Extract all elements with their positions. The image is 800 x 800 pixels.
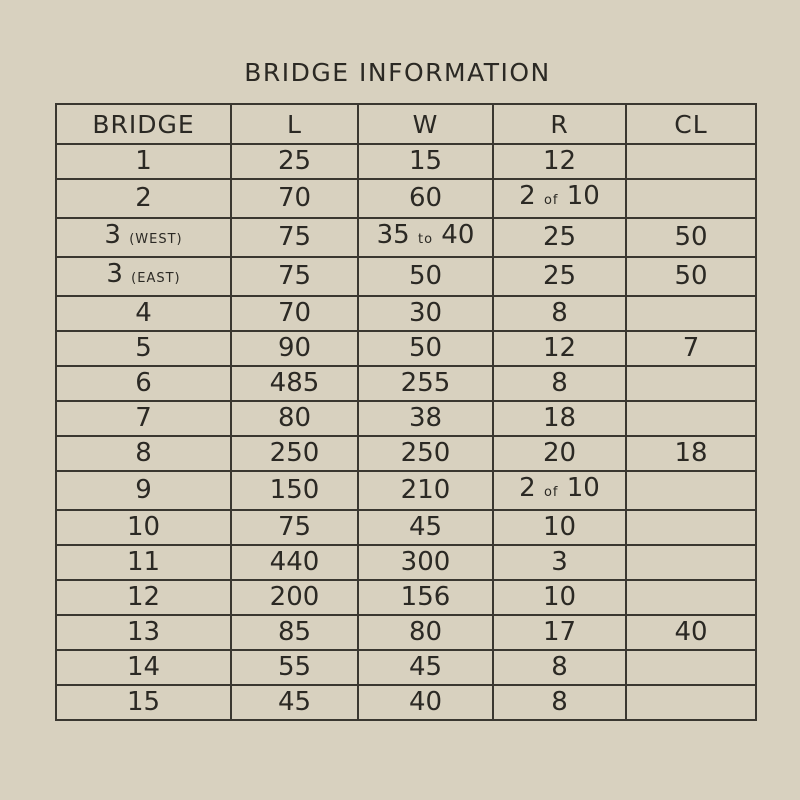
cell-l: 200: [231, 580, 358, 615]
cell-bridge: [56, 471, 231, 510]
cell-r: 2 of 10: [493, 179, 626, 218]
cell-w: 50: [358, 257, 493, 296]
bridge-number: 2: [135, 183, 152, 213]
cell-bridge: [56, 257, 231, 296]
cell-w: 40: [358, 685, 493, 720]
cell-bridge: [56, 366, 231, 401]
cell-w: 80: [358, 615, 493, 650]
cell-bridge: [56, 510, 231, 545]
cell-bridge: [56, 296, 231, 331]
table-row: [56, 366, 756, 401]
cell-cl: [626, 685, 756, 720]
cell-r: 12: [493, 144, 626, 179]
header-row: [56, 104, 756, 144]
cell-w: 250: [358, 436, 493, 471]
bridge-number: 13: [126, 617, 161, 647]
bridge-number: 3: [104, 220, 121, 250]
cell-w: 300: [358, 545, 493, 580]
bridge-number: 12: [126, 582, 161, 612]
cell-w: 30: [358, 296, 493, 331]
cell-l: 55: [231, 650, 358, 685]
cell-l: 70: [231, 179, 358, 218]
bridge-note: (EAST): [131, 271, 181, 286]
cell-bridge: [56, 179, 231, 218]
cell-l: 150: [231, 471, 358, 510]
cell-r: 25: [493, 218, 626, 257]
cell-l: 250: [231, 436, 358, 471]
cell-r: 12: [493, 331, 626, 366]
header-cl: CL: [626, 104, 756, 144]
cell-cl: [626, 144, 756, 179]
cell-l: 70: [231, 296, 358, 331]
bridge-number: 8: [135, 438, 152, 468]
table-row: [56, 545, 756, 580]
cell-r: 8: [493, 296, 626, 331]
table-row: [56, 510, 756, 545]
cell-l: 45: [231, 685, 358, 720]
table-row: [56, 218, 756, 257]
bridge-number: 11: [126, 547, 161, 577]
header-l: L: [231, 104, 358, 144]
cell-l: 25: [231, 144, 358, 179]
bridge-number: 4: [135, 298, 152, 328]
table-row: [56, 685, 756, 720]
cell-bridge: [56, 218, 231, 257]
page-title: BRIDGE INFORMATION: [244, 58, 551, 87]
cell-w: 38: [358, 401, 493, 436]
cell-l: 85: [231, 615, 358, 650]
header-w: W: [358, 104, 493, 144]
cell-r: 17: [493, 615, 626, 650]
cell-w: 45: [358, 510, 493, 545]
cell-l: 80: [231, 401, 358, 436]
table-row: [56, 401, 756, 436]
bridge-note: (WEST): [129, 232, 183, 247]
cell-w: 35 to 40: [358, 218, 493, 257]
bridge-number: 6: [135, 368, 152, 398]
table-row: [56, 436, 756, 471]
table-row: [56, 144, 756, 179]
cell-w: 60: [358, 179, 493, 218]
cell-w: 255: [358, 366, 493, 401]
cell-cl: [626, 401, 756, 436]
cell-cl: 40: [626, 615, 756, 650]
bridge-table: [55, 103, 757, 721]
cell-l: 75: [231, 257, 358, 296]
cell-cl: [626, 510, 756, 545]
cell-cl: [626, 471, 756, 510]
cell-w: 156: [358, 580, 493, 615]
cell-bridge: [56, 545, 231, 580]
cell-cl: 7: [626, 331, 756, 366]
cell-cl: [626, 580, 756, 615]
cell-r: 8: [493, 366, 626, 401]
cell-w: 50: [358, 331, 493, 366]
cell-r: 18: [493, 401, 626, 436]
table-row: [56, 615, 756, 650]
cell-cl: [626, 650, 756, 685]
table-row: [56, 179, 756, 218]
cell-l: 75: [231, 510, 358, 545]
connector-word: of: [543, 193, 559, 208]
cell-l: 440: [231, 545, 358, 580]
table-row: [56, 650, 756, 685]
cell-l: 75: [231, 218, 358, 257]
bridge-number: 14: [126, 652, 161, 682]
cell-w: 210: [358, 471, 493, 510]
cell-cl: 50: [626, 257, 756, 296]
cell-bridge: [56, 685, 231, 720]
cell-cl: [626, 545, 756, 580]
table-row: [56, 296, 756, 331]
header-bridge: BRIDGE: [56, 104, 231, 144]
cell-l: 485: [231, 366, 358, 401]
cell-cl: 18: [626, 436, 756, 471]
bridge-number: 1: [135, 146, 152, 176]
cell-r: 8: [493, 685, 626, 720]
bridge-number: 7: [135, 403, 152, 433]
cell-bridge: [56, 580, 231, 615]
connector-word: of: [543, 485, 559, 500]
cell-cl: [626, 366, 756, 401]
cell-r: 3: [493, 545, 626, 580]
cell-bridge: [56, 436, 231, 471]
table-row: [56, 580, 756, 615]
table-row: [56, 471, 756, 510]
cell-bridge: [56, 331, 231, 366]
header-r: R: [493, 104, 626, 144]
bridge-number: 15: [126, 687, 161, 717]
table-row: [56, 257, 756, 296]
bridge-number: 10: [126, 512, 161, 542]
bridge-number: 9: [135, 475, 152, 505]
bridge-number: 5: [135, 333, 152, 363]
bridge-number: 3: [106, 259, 123, 289]
cell-r: 10: [493, 580, 626, 615]
cell-r: 10: [493, 510, 626, 545]
cell-r: 20: [493, 436, 626, 471]
cell-cl: [626, 296, 756, 331]
cell-r: 8: [493, 650, 626, 685]
connector-word: to: [417, 232, 434, 247]
table-row: [56, 331, 756, 366]
cell-r: 25: [493, 257, 626, 296]
cell-w: 15: [358, 144, 493, 179]
cell-l: 90: [231, 331, 358, 366]
cell-cl: [626, 179, 756, 218]
cell-bridge: [56, 144, 231, 179]
cell-cl: 50: [626, 218, 756, 257]
cell-bridge: [56, 650, 231, 685]
cell-bridge: [56, 615, 231, 650]
cell-w: 45: [358, 650, 493, 685]
cell-bridge: [56, 401, 231, 436]
cell-r: 2 of 10: [493, 471, 626, 510]
